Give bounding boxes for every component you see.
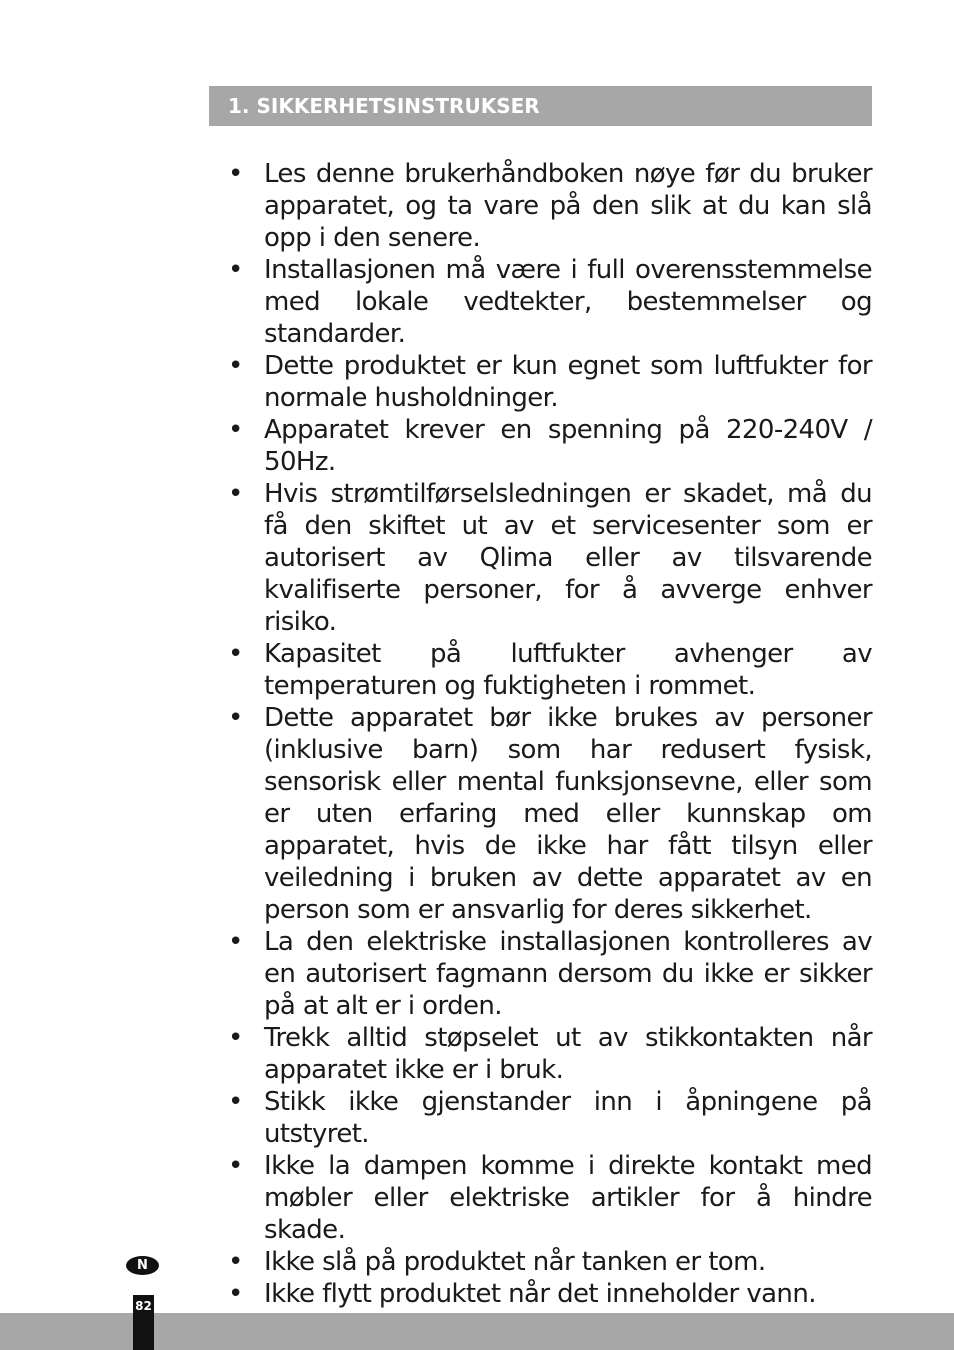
list-item [228,1246,872,1278]
bullet-icon: • [228,1151,243,1181]
list-item [228,1278,872,1310]
list-item [228,702,872,926]
bullet-icon: • [228,1279,243,1309]
bullet-icon: • [228,415,243,445]
bullet-icon: • [228,927,243,957]
bullet-icon: • [228,703,243,733]
list-item-text: Ikke slå på produktet når tanken er tom. [264,1247,766,1277]
list-item [228,1086,872,1150]
list-item [228,414,872,478]
bullet-icon: • [228,159,243,189]
list-item [228,638,872,702]
page-number: 82 [133,1295,154,1350]
list-item-text: Les denne brukerhåndboken nøye før du bruker apparatet, og ta vare på den slik at du kan slå opp i den senere. [264,159,872,253]
list-item-text: Ikke la dampen komme i direkte kontakt med møbler eller elektriske artikler for å hindre skade. [264,1151,872,1245]
section-title: 1. SIKKERHETSINSTRUKSER [209,86,872,126]
safety-instructions-list [228,158,872,1310]
bullet-icon: • [228,1023,243,1053]
list-item-text: Dette apparatet bør ikke brukes av personer (inklusive barn) som har redusert fysisk, sensorisk eller mental funksjonsevne, eller som er uten erfaring med eller kunnskap om apparatet, hvis de ikke har fått tilsyn eller veiledning i bruken av dette apparatet av en person som er ansvarlig for deres sikkerhet. [264,703,872,925]
list-item [228,926,872,1022]
list-item [228,350,872,414]
list-item-text: Stikk ikke gjenstander inn i åpningene på utstyret. [264,1087,872,1149]
bullet-icon: • [228,1087,243,1117]
list-item [228,1022,872,1086]
list-item-text: Ikke flytt produktet når det inneholder vann. [264,1279,816,1309]
list-item-text: Installasjonen må være i full overensstemmelse med lokale vedtekter, bestemmelser og standarder. [264,255,872,349]
list-item [228,478,872,638]
list-item-text: La den elektriske installasjonen kontrolleres av en autorisert fagmann dersom du ikke er sikker på at alt er i orden. [264,927,872,1021]
list-item [228,158,872,254]
list-item-text: Kapasitet på luftfukter avhenger av temperaturen og fuktigheten i rommet. [264,639,872,701]
list-item-text: Apparatet krever en spenning på 220-240V / 50Hz. [264,415,872,477]
language-badge: N [126,1256,159,1275]
list-item-text: Dette produktet er kun egnet som luftfukter for normale husholdninger. [264,351,872,413]
bullet-icon: • [228,351,243,381]
bullet-icon: • [228,639,243,669]
bullet-icon: • [228,479,243,509]
bullet-icon: • [228,1247,243,1277]
list-item [228,1150,872,1246]
list-item-text: Hvis strømtilførselsledningen er skadet, må du få den skiftet ut av et servicesenter som er autorisert av Qlima eller av tilsvarende kvalifiserte personer, for å avverge enhver risiko. [264,479,872,637]
list-item [228,254,872,350]
bullet-icon: • [228,255,243,285]
list-item-text: Trekk alltid støpselet ut av stikkontakten når apparatet ikke er i bruk. [264,1023,872,1085]
